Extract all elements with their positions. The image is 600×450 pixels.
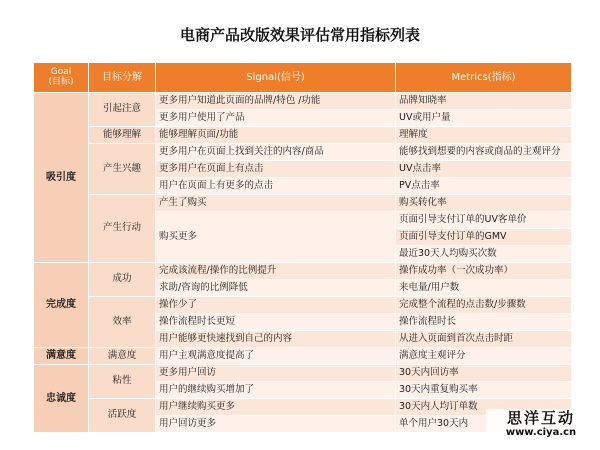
watermark-logo (486, 409, 596, 439)
signal-cell: 更多用户在页面上找到关注的内容/商品 (156, 144, 396, 161)
metric-cell: 理解度 (396, 127, 572, 144)
metric-cell: 页面引导支付订单的GMV (396, 229, 572, 246)
category-efficiency: 效率 (89, 297, 156, 348)
header-metrics: Metrics(指标) (396, 63, 572, 93)
metric-cell: 页面引导支付订单的UV客单价 (396, 212, 572, 229)
metric-cell: 能够找到想要的内容或商品的主观评分 (396, 144, 572, 161)
signal-cell: 用户继续购买更多 (156, 399, 396, 416)
signal-cell: 用户回访更多 (156, 416, 396, 433)
signal-cell: 操作少了 (156, 297, 396, 314)
signal-cell: 用户在页面上有更多的点击 (156, 178, 396, 195)
metric-cell: 单个用户30天内 (396, 416, 572, 433)
metric-cell: 完成整个流程的点击数/步骤数 (396, 297, 572, 314)
metric-cell: 来电量/用户数 (396, 280, 572, 297)
goal-satisfaction: 满意度 (34, 348, 89, 365)
category-interest: 产生兴趣 (89, 144, 156, 195)
metric-cell: PV点击率 (396, 178, 572, 195)
signal-cell: 能够理解页面/功能 (156, 127, 396, 144)
metric-cell: 品牌知晓率 (396, 93, 572, 110)
header-row (34, 63, 572, 93)
table-row (34, 348, 572, 365)
table-row (34, 195, 572, 212)
table-row (34, 297, 572, 314)
signal-cell: 更多用户知道此页面的品牌/特色 /功能 (156, 93, 396, 110)
goal-attraction: 吸引度 (34, 93, 89, 263)
metric-cell: 30天内回访率 (396, 365, 572, 382)
category-activity: 活跃度 (89, 399, 156, 433)
signal-cell: 求助/咨询的比例降低 (156, 280, 396, 297)
metric-cell: 30天内重复购买率 (396, 382, 572, 399)
header-category: 目标分解 (89, 63, 156, 93)
metric-cell: UV或用户量 (396, 110, 572, 127)
signal-cell: 用户的继续购买增加了 (156, 382, 396, 399)
header-signal: Signal(信号) (156, 63, 396, 93)
metric-cell: 操作成功率（一次成功率） (396, 263, 572, 280)
signal-cell: 更多用户使用了产品 (156, 110, 396, 127)
table-row (34, 127, 572, 144)
signal-cell: 用户主观满意度提高了 (156, 348, 396, 365)
metric-cell: 从进入页面到首次点击时距 (396, 331, 572, 348)
signal-cell: 完成该流程/操作的比例提升 (156, 263, 396, 280)
header-goal (34, 63, 89, 93)
metric-cell: UV点击率 (396, 161, 572, 178)
category-stickiness: 粘性 (89, 365, 156, 399)
category-satisfaction: 满意度 (89, 348, 156, 365)
metric-cell: 30天内人均订单数 (396, 399, 572, 416)
signal-cell: 购买更多 (156, 212, 396, 263)
header-goal-en: Goal (50, 66, 72, 77)
category-understand: 能够理解 (89, 127, 156, 144)
category-success: 成功 (89, 263, 156, 297)
category-action: 产生行动 (89, 195, 156, 263)
metric-cell: 操作流程时长 (396, 314, 572, 331)
metric-cell: 最近30天人均购买次数 (396, 246, 572, 263)
table-row (34, 144, 572, 161)
signal-cell: 产生了购买 (156, 195, 396, 212)
metric-cell: 满意度主观评分 (396, 348, 572, 365)
header-goal-zh: (目标) (48, 76, 74, 87)
metrics-table (33, 62, 572, 433)
table-row (34, 365, 572, 382)
signal-cell: 用户能够更快速找到自己的内容 (156, 331, 396, 348)
watermark-brand: 思洋互动 (506, 409, 575, 427)
goal-loyalty: 忠诚度 (34, 365, 89, 433)
metric-cell: 购买转化率 (396, 195, 572, 212)
signal-cell: 操作流程时长更短 (156, 314, 396, 331)
signal-cell: 更多用户在页面上有点击 (156, 161, 396, 178)
watermark-url: www.ciya.cn (505, 427, 577, 438)
table-row (34, 263, 572, 280)
table-row (34, 93, 572, 110)
page-title: 电商产品改版效果评估常用指标列表 (179, 26, 420, 44)
signal-cell: 更多用户回访 (156, 365, 396, 382)
goal-completion: 完成度 (34, 263, 89, 348)
category-attention: 引起注意 (89, 93, 156, 127)
